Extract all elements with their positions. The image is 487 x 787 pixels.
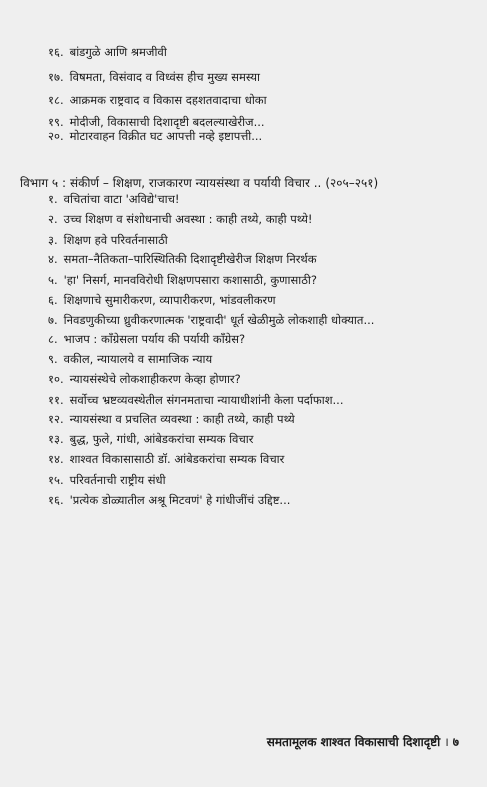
toc-entry-title: विषमता, विसंवाद व विध्वंस हीच मुख्य समस्या <box>69 70 260 84</box>
toc-entry <box>48 45 167 59</box>
section-label: विभाग ५ : <box>20 176 66 190</box>
toc-entry <box>48 332 245 346</box>
toc-entry <box>48 352 212 366</box>
toc-entry-number: ७. <box>48 313 58 327</box>
toc-entry-title: सर्वोच्च भ्रष्टव्यवस्थेतील संगनमताचा न्यायाधीशांनी केला पर्दाफाश... <box>69 393 344 407</box>
toc-entry-title: बुद्ध, फुले, गांधी, आंबेडकरांचा सम्यक विचार <box>69 432 254 446</box>
toc-entry <box>48 115 265 129</box>
toc-entry <box>48 493 290 507</box>
toc-entry <box>48 93 267 107</box>
toc-entry-title: निवडणुकीच्या ध्रुवीकरणात्मक 'राष्ट्रवादी' धूर्त खेळीमुळे लोकशाही धोक्यात... <box>63 313 375 327</box>
toc-entry-number: १०. <box>48 372 64 386</box>
toc-entry-title: शिक्षण हवे परिवर्तनासाठी <box>63 233 168 247</box>
toc-entry-number: ९. <box>48 352 58 366</box>
toc-entry <box>48 233 168 247</box>
toc-entry-number: १३. <box>48 432 64 446</box>
section-page-range: (२०५–२५१) <box>325 176 379 190</box>
toc-entry-title: मोटारवाहन विक्रीत घट आपत्ती नव्हे इष्टापत्ती... <box>69 129 263 143</box>
toc-entry-title: 'प्रत्येक डोळ्यातील अश्रू मिटवणं' हे गांधीजींचं उद्दिष्ट... <box>69 493 291 507</box>
footer-separator: । <box>444 735 449 749</box>
toc-entry <box>48 412 295 426</box>
footer-page-number: ७ <box>452 735 459 749</box>
toc-entry-number: ८. <box>48 332 58 346</box>
toc-entry <box>48 393 343 407</box>
toc-entry <box>48 273 317 287</box>
toc-entry-title: उच्च शिक्षण व संशोधनाची अवस्था : काही तथ्ये, काही पथ्ये! <box>63 212 313 226</box>
toc-entry-number: ११. <box>48 393 64 407</box>
page-footer <box>267 735 459 750</box>
toc-entry <box>48 70 260 84</box>
toc-entry <box>48 452 284 466</box>
toc-entry-number: २. <box>48 212 58 226</box>
toc-entry <box>48 252 317 266</box>
toc-entry <box>48 293 276 307</box>
toc-entry-title: न्यायसंस्थेचे लोकशाहीकरण केव्हा होणार? <box>69 372 241 386</box>
toc-entry-number: ६. <box>48 293 58 307</box>
toc-entry-number: २०. <box>48 129 64 143</box>
toc-entry-title: शिक्षणाचे सुमारीकरण, व्यापारीकरण, भांडवलीकरण <box>63 293 276 307</box>
toc-entry-number: १२. <box>48 412 64 426</box>
toc-entry-title: बांडगुळे आणि श्रमजीवी <box>69 45 167 59</box>
toc-entry-number: १७. <box>48 70 64 84</box>
toc-entry-number: १६. <box>48 493 64 507</box>
section-title: संकीर्ण – शिक्षण, राजकारण न्यायसंस्था व पर्यायी विचार .. <box>70 176 322 190</box>
section-heading <box>20 176 378 191</box>
toc-entry-number: १८. <box>48 93 64 107</box>
toc-entry <box>48 372 241 386</box>
toc-entry-number: १९. <box>48 115 64 129</box>
toc-entry-number: ३. <box>48 233 58 247</box>
toc-entry <box>48 129 262 143</box>
toc-entry <box>48 473 166 487</box>
footer-book-title: समतामूलक शाश्वत विकासाची दिशादृष्टी <box>266 735 441 749</box>
toc-entry <box>48 313 374 327</box>
toc-entry <box>48 192 180 206</box>
toc-entry-number: १. <box>48 192 58 206</box>
toc-entry-number: ४. <box>48 252 58 266</box>
toc-entry-title: भाजप : काँग्रेसला पर्याय की पर्यायी काँग्रेस? <box>63 332 246 346</box>
toc-entry-title: न्यायसंस्था व प्रचलित व्यवस्था : काही तथ्ये, काही पथ्ये <box>69 412 295 426</box>
toc-entry-title: वकील, न्यायालये व सामाजिक न्याय <box>63 352 213 366</box>
toc-entry-title: मोदीजी, विकासाची दिशादृष्टी बदलल्याखेरीज... <box>69 115 265 129</box>
toc-entry-number: १६. <box>48 45 64 59</box>
toc-entry <box>48 212 313 226</box>
toc-entry-number: ५. <box>48 273 58 287</box>
toc-entry-title: आक्रमक राष्ट्रवाद व विकास दहशतवादाचा धोका <box>69 93 267 107</box>
toc-entry-title: वचितांचा वाटा 'अविद्ये'चाच! <box>63 192 180 206</box>
toc-entry <box>48 432 253 446</box>
toc-entry-title: समता–नैतिकता–पारिस्थितिकी दिशादृष्टीखेरीज शिक्षण निरर्थक <box>63 252 317 266</box>
toc-entry-title: शाश्वत विकासासाठी डॉ. आंबेडकरांचा सम्यक विचार <box>69 452 285 466</box>
toc-entry-number: १४. <box>48 452 64 466</box>
toc-entry-number: १५. <box>48 473 64 487</box>
toc-entry-title: 'हा' निसर्ग, मानवविरोधी शिक्षणपसारा कशासाठी, कुणासाठी? <box>63 273 317 287</box>
toc-entry-title: परिवर्तनाची राष्ट्रीय संधी <box>69 473 166 487</box>
